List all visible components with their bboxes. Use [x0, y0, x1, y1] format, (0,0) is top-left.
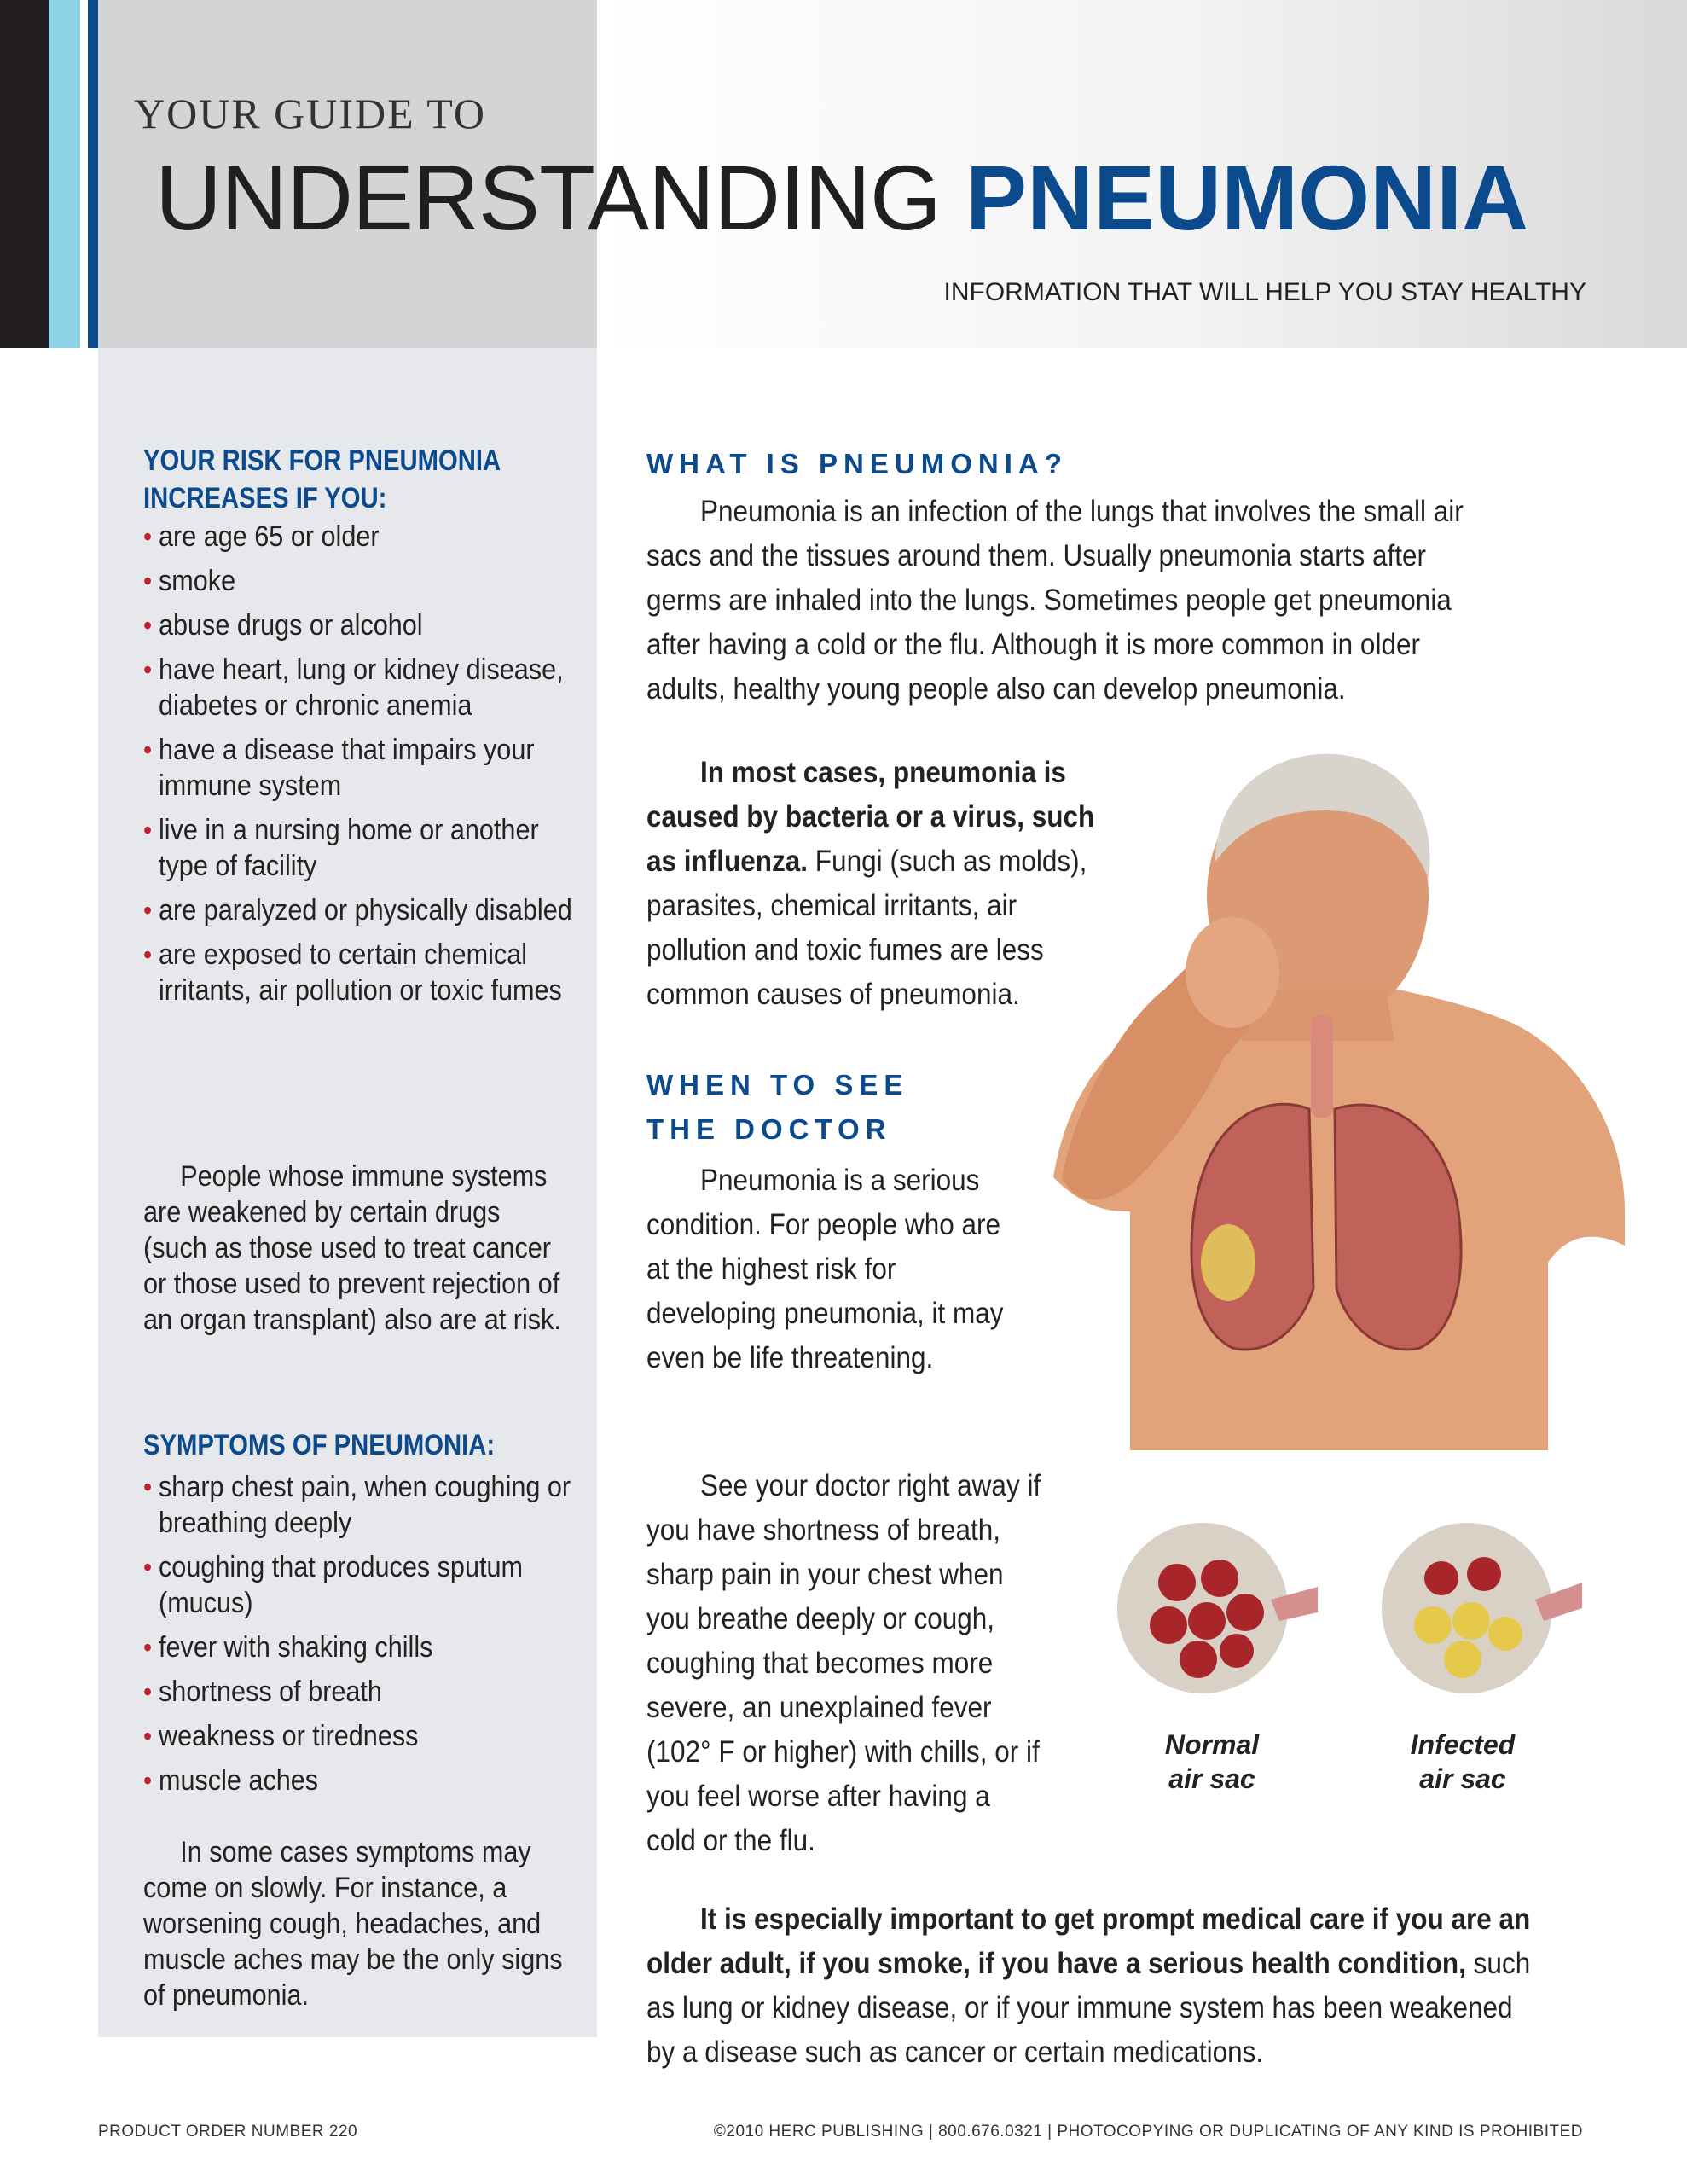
important-section: [646, 1897, 1593, 2075]
page-title: [155, 147, 1528, 249]
what-heading: WHAT IS PNEUMONIA?: [646, 448, 1068, 479]
infected-label-line-1: Infected: [1410, 1729, 1516, 1760]
list-item: • have a disease that impairs your immune system: [143, 732, 585, 804]
footer-order-number: PRODUCT ORDER NUMBER 220: [98, 2123, 358, 2140]
doctor-heading-line-1: WHEN TO SEE: [646, 1069, 909, 1101]
infected-air-sac-label: [1390, 1728, 1535, 1796]
list-item: • have heart, lung or kidney disease, diabetes or chronic anemia: [143, 652, 585, 723]
what-section: [646, 442, 1593, 712]
causes-paragraph: [646, 751, 1099, 1017]
header-tagline: INFORMATION THAT WILL HELP YOU STAY HEALTHY: [943, 278, 1586, 306]
footer-copyright: ©2010 HERC PUBLISHING | 800.676.0321 | PHOTOCOPYING OR DUPLICATING OF ANY KIND IS PROHIBITED: [713, 2123, 1583, 2140]
serious-paragraph: Pneumonia is a serious condition. For people who are at the highest risk for developing pneumonia, it may even be life threatening.: [646, 1164, 1004, 1374]
list-item: • sharp chest pain, when coughing or breathing deeply: [143, 1469, 585, 1541]
important-paragraph: [646, 1897, 1545, 2075]
slow-section: [143, 1834, 570, 2013]
infection-spot: [1201, 1224, 1255, 1301]
infected-label-line-2: air sac: [1419, 1763, 1506, 1794]
symptoms-section: [143, 1426, 570, 1798]
list-item: • live in a nursing home or another type of facility: [143, 812, 585, 884]
coughing-man-illustration: [1036, 734, 1633, 1476]
list-item: • coughing that produces sputum (mucus): [143, 1549, 585, 1621]
normal-label-line-2: air sac: [1168, 1763, 1255, 1794]
important-bold: It is especially important to get prompt medical care if you are an older adult, if you smoke, if you have a serious health condition,: [646, 1902, 1531, 1980]
risk-section: [143, 442, 570, 1008]
normal-label-line-1: Normal: [1164, 1729, 1260, 1760]
list-item: • abuse drugs or alcohol: [143, 607, 585, 643]
symptoms-heading: SYMPTOMS OF PNEUMONIA:: [143, 1429, 496, 1461]
list-item: • are age 65 or older: [143, 519, 585, 555]
causes-rest: Fungi (such as molds), parasites, chemical irritants, air pollution and toxic fumes are less common causes of pneumonia.: [646, 845, 1087, 1011]
what-paragraph: Pneumonia is an infection of the lungs that involves the small air sacs and the tissues around them. Usually pneumonia starts after germs are inhaled into the lungs. Sometimes people get pneumonia after having a cold or the flu. Although it is more common in older adults, healthy young people also can develop pneumonia.: [646, 495, 1464, 706]
list-item: • muscle aches: [143, 1763, 585, 1798]
trachea-shape: [1311, 1015, 1333, 1118]
risk-heading-line-1: YOUR RISK FOR PNEUMONIA: [143, 444, 501, 477]
list-item: • weakness or tiredness: [143, 1718, 585, 1754]
doctor-heading-line-2: THE DOCTOR: [646, 1113, 892, 1145]
immune-paragraph: People whose immune systems are weakened by certain drugs (such as those used to treat cancer or those used to prevent rejection of an organ transplant) also are at risk.: [143, 1160, 561, 1336]
seedoctor-paragraph: See your doctor right away if you have shortness of breath, sharp pain in your chest when you breathe deeply or cough, coughing that becomes more severe, an unexplained fever (102° F or higher) with chills, or if you feel worse after having a cold or the flu.: [646, 1469, 1041, 1857]
normal-air-sac-icon: [1100, 1506, 1322, 1728]
immune-section: [143, 1159, 570, 1338]
causes-bold: In most cases, pneumonia is caused by bacteria or a virus, such as influenza.: [646, 756, 1095, 878]
important-rest: such as lung or kidney disease, or if your immune system has been weakened by a disease such as cancer or certain medications.: [646, 1947, 1531, 2069]
title-accent: PNEUMONIA: [965, 146, 1529, 249]
list-item: • smoke: [143, 563, 585, 599]
infected-air-sac-icon: [1365, 1506, 1586, 1728]
list-item: • shortness of breath: [143, 1674, 585, 1710]
slow-onset-paragraph: In some cases symptoms may come on slowly. For instance, a worsening cough, headaches, and muscle aches may be the only signs of pneumonia.: [143, 1836, 563, 2012]
list-item: • are paralyzed or physically disabled: [143, 892, 585, 928]
normal-air-sac-label: [1139, 1728, 1284, 1796]
list-item: • are exposed to certain chemical irritants, air pollution or toxic fumes: [143, 937, 585, 1008]
title-main: UNDERSTANDING: [155, 146, 966, 249]
header-cyan-stripe: [49, 0, 80, 348]
risk-heading-line-2: INCREASES IF YOU:: [143, 482, 387, 514]
header-black-stripe: [0, 0, 49, 348]
header-kicker: YOUR GUIDE TO: [134, 90, 487, 137]
header-navy-stripe: [88, 0, 98, 348]
symptoms-list: [143, 1469, 570, 1798]
risk-list: [143, 519, 570, 1008]
fist-shape: [1186, 917, 1279, 1028]
list-item: • fever with shaking chills: [143, 1629, 585, 1665]
